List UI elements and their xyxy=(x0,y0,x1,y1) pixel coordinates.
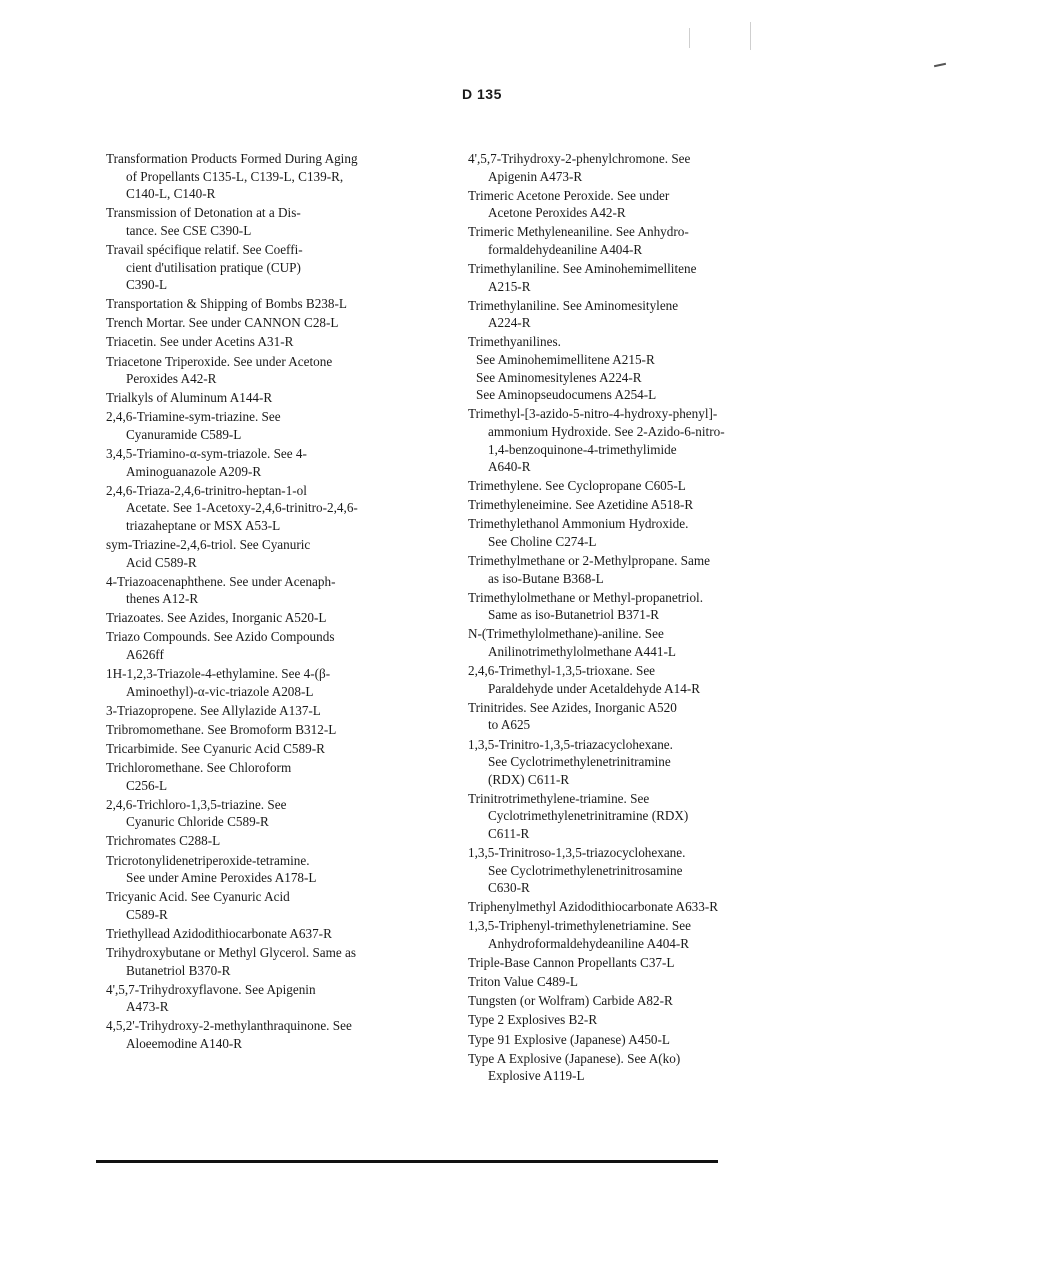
index-entry xyxy=(106,204,436,239)
entry-term: 4',5,7-Trihydroxy-2-phenylchromone. See xyxy=(468,151,691,166)
index-entry xyxy=(468,552,808,587)
entry-term: Triton Value C489-L xyxy=(468,974,578,990)
index-entry xyxy=(468,790,808,843)
entry-continuation: cient d'utilisation pratique (CUP) xyxy=(126,259,301,275)
index-entry xyxy=(106,759,436,794)
index-entry xyxy=(468,1050,808,1085)
index-entry xyxy=(106,702,436,720)
entry-continuation: C630-R xyxy=(488,880,530,896)
index-entry xyxy=(468,1031,808,1049)
index-entry xyxy=(468,973,808,991)
index-entry xyxy=(468,954,808,972)
entry-continuation: Aminoethyl)-α-vic-triazole A208-L xyxy=(126,683,314,699)
index-entry xyxy=(106,314,436,332)
entry-continuation: thenes A12-R xyxy=(126,591,199,607)
entry-cross-reference: See Aminohemimellitene A215-R xyxy=(476,352,655,368)
entry-cross-reference: See Aminopseudocumens A254-L xyxy=(476,387,657,403)
entry-continuation: C140-L, C140-R xyxy=(126,186,216,202)
index-entry xyxy=(468,187,808,222)
entry-term: sym-Triazine-2,4,6-triol. See Cyanuric xyxy=(106,536,311,552)
entry-term: Trichromates C288-L xyxy=(106,833,221,849)
entry-term: Triazoates. See Azides, Inorganic A520-L xyxy=(106,610,327,626)
entry-continuation: C589-R xyxy=(126,906,168,922)
entry-continuation: A215-R xyxy=(488,278,531,294)
index-entry xyxy=(106,721,436,739)
index-entry xyxy=(106,609,436,627)
index-entry xyxy=(106,852,436,887)
index-entry xyxy=(106,536,436,571)
entry-term: Tricarbimide. See Cyanuric Acid C589-R xyxy=(106,741,325,756)
entry-term: Trimeric Methyleneaniline. See Anhydro- xyxy=(468,224,689,240)
entry-continuation: (RDX) C611-R xyxy=(488,771,570,787)
bottom-rule xyxy=(96,1160,718,1163)
index-entry xyxy=(468,223,808,258)
index-entry xyxy=(468,898,808,916)
entry-term: Trihydroxybutane or Methyl Glycerol. Same as xyxy=(106,945,357,961)
entry-term: Tungsten (or Wolfram) Carbide A82-R xyxy=(468,993,673,1009)
entry-term: Trimethylaniline. See Aminohemimellitene xyxy=(468,261,697,277)
entry-term: Triphenylmethyl Azidodithiocarbonate A633-R xyxy=(468,899,719,915)
entry-cross-reference: See Aminomesitylenes A224-R xyxy=(476,369,642,385)
index-entry xyxy=(468,736,808,789)
entry-term: Travail spécifique relatif. See Coeffi- xyxy=(106,241,303,257)
entry-term: Triple-Base Cannon Propellants C37-L xyxy=(468,955,675,971)
index-entry xyxy=(468,1011,808,1029)
entry-term: Trimethylethanol Ammonium Hydroxide. xyxy=(468,516,689,532)
index-entry xyxy=(106,628,436,663)
entry-continuation: A640-R xyxy=(488,459,531,475)
entry-continuation: triazaheptane or MSX A53-L xyxy=(126,517,281,533)
scan-mark xyxy=(689,28,690,48)
entry-continuation: to A625 xyxy=(488,717,531,733)
entry-term: Transmission of Detonation at a Dis- xyxy=(106,205,301,221)
entry-term: Type 2 Explosives B2-R xyxy=(468,1012,598,1028)
entry-continuation: C390-L xyxy=(126,277,168,293)
entry-term: 2,4,6-Triamine-sym-triazine. See xyxy=(106,409,281,425)
entry-continuation: formaldehydeaniline A404-R xyxy=(488,241,643,257)
entry-continuation: C611-R xyxy=(488,825,530,841)
entry-term: Trichloromethane. See Chloroform xyxy=(106,760,292,776)
entry-term: 1,3,5-Triphenyl-trimethylenetriamine. See xyxy=(468,918,691,934)
index-entry xyxy=(468,699,808,734)
index-entry xyxy=(106,295,436,313)
index-entry xyxy=(106,482,436,535)
scan-mark xyxy=(750,22,751,50)
index-entry xyxy=(468,333,808,403)
entry-term: Triazo Compounds. See Azido Compounds xyxy=(106,629,335,645)
entry-term: Type A Explosive (Japanese). See A(ko) xyxy=(468,1050,681,1066)
entry-term: Trinitrides. See Azides, Inorganic A520 xyxy=(468,699,677,715)
index-entry xyxy=(468,844,808,897)
entry-term: 2,4,6-Trimethyl-1,3,5-trioxane. See xyxy=(468,663,656,679)
entry-continuation: Apigenin A473-R xyxy=(488,168,583,184)
entry-continuation: C256-L xyxy=(126,777,168,793)
entry-continuation: Same as iso-Butanetriol B371-R xyxy=(488,607,660,623)
index-entry xyxy=(468,477,808,495)
index-entry xyxy=(468,405,808,475)
index-entry xyxy=(106,665,436,700)
entry-term: Trialkyls of Aluminum A144-R xyxy=(106,390,273,406)
entry-continuation: 1,4-benzoquinone-4-trimethylimide xyxy=(488,441,677,457)
index-entry xyxy=(468,150,808,185)
index-column-left xyxy=(106,150,436,1054)
entry-term: Trimethyleneimine. See Azetidine A518-R xyxy=(468,497,694,513)
index-column-right xyxy=(468,150,808,1086)
index-entry xyxy=(468,260,808,295)
entry-continuation: as iso-Butane B368-L xyxy=(488,570,604,586)
entry-term: Trimethylmethane or 2-Methylpropane. Same xyxy=(468,553,710,569)
entry-term: 4,5,2'-Trihydroxy-2-methylanthraquinone. See xyxy=(106,1018,352,1034)
index-entry xyxy=(106,944,436,979)
entry-term: Trimethylaniline. See Aminomesitylene xyxy=(468,297,679,313)
entry-term: 1,3,5-Trinitro-1,3,5-triazacyclohexane. xyxy=(468,736,673,752)
entry-continuation: A626ff xyxy=(126,647,164,663)
index-entry xyxy=(468,496,808,514)
entry-term: 4',5,7-Trihydroxyflavone. See Apigenin xyxy=(106,981,316,997)
entry-continuation: See under Amine Peroxides A178-L xyxy=(126,870,317,886)
entry-term: Trimethyanilines. xyxy=(468,334,561,350)
entry-term: Type 91 Explosive (Japanese) A450-L xyxy=(468,1031,670,1047)
index-entry xyxy=(106,150,436,203)
entry-continuation: Aminoguanazole A209-R xyxy=(126,463,262,479)
entry-continuation: A224-R xyxy=(488,315,531,331)
entry-continuation: Explosive A119-L xyxy=(488,1068,585,1084)
index-entry xyxy=(106,241,436,294)
entry-continuation: Cyanuramide C589-L xyxy=(126,426,242,442)
index-entry xyxy=(106,925,436,943)
index-entry xyxy=(468,515,808,550)
entry-continuation: Anilinotrimethylolmethane A441-L xyxy=(488,644,676,660)
entry-term: Trinitrotrimethylene-triamine. See xyxy=(468,790,650,806)
entry-term: 3,4,5-Triamino-α-sym-triazole. See 4- xyxy=(106,446,307,461)
entry-continuation: tance. See CSE C390-L xyxy=(126,222,252,238)
index-entry xyxy=(468,297,808,332)
entry-continuation: See Cyclotrimethylenetrinitrosamine xyxy=(488,862,683,878)
entry-continuation: Aloeemodine A140-R xyxy=(126,1036,243,1051)
entry-term: N-(Trimethylolmethane)-aniline. See xyxy=(468,626,664,642)
index-entry xyxy=(106,888,436,923)
entry-continuation: See Choline C274-L xyxy=(488,533,597,549)
entry-term: 1H-1,2,3-Triazole-4-ethylamine. See 4-(β- xyxy=(106,666,331,682)
entry-term: Trimethylene. See Cyclopropane C605-L xyxy=(468,478,686,494)
index-entry xyxy=(106,333,436,351)
index-entry xyxy=(468,917,808,952)
index-entry xyxy=(468,625,808,660)
page-number: D 135 xyxy=(462,86,502,102)
entry-continuation: Acetate. See 1-Acetoxy-2,4,6-trinitro-2,4,6- xyxy=(126,500,358,516)
index-entry xyxy=(106,445,436,480)
entry-continuation: Acid C589-R xyxy=(126,554,197,570)
entry-continuation: Acetone Peroxides A42-R xyxy=(488,205,626,221)
index-entry xyxy=(106,981,436,1016)
entry-term: Triacetone Triperoxide. See under Acetone xyxy=(106,353,333,369)
index-entry xyxy=(106,1017,436,1052)
scan-mark xyxy=(934,63,946,67)
entry-term: Trench Mortar. See under CANNON C28-L xyxy=(106,315,339,331)
index-entry xyxy=(106,389,436,407)
entry-continuation: Butanetriol B370-R xyxy=(126,962,231,978)
entry-continuation: of Propellants C135-L, C139-L, C139-R, xyxy=(126,168,344,184)
index-entry xyxy=(468,992,808,1010)
entry-term: Trimeric Acetone Peroxide. See under xyxy=(468,187,670,203)
index-entry xyxy=(106,832,436,850)
entry-continuation: ammonium Hydroxide. See 2-Azido-6-nitro- xyxy=(488,423,725,439)
entry-term: 4-Triazoacenaphthene. See under Acenaph- xyxy=(106,573,336,589)
index-entry xyxy=(106,353,436,388)
index-entry xyxy=(468,662,808,697)
entry-term: Trimethylolmethane or Methyl-propanetriol. xyxy=(468,589,704,605)
entry-term: Tricyanic Acid. See Cyanuric Acid xyxy=(106,889,290,905)
entry-continuation: Anhydroformaldehydeaniline A404-R xyxy=(488,936,690,952)
entry-continuation: Peroxides A42-R xyxy=(126,371,217,387)
entry-term: 2,4,6-Trichloro-1,3,5-triazine. See xyxy=(106,796,287,812)
entry-term: 3-Triazopropene. See Allylazide A137-L xyxy=(106,702,321,718)
entry-term: Transportation & Shipping of Bombs B238-L xyxy=(106,296,347,312)
entry-term: 2,4,6-Triaza-2,4,6-trinitro-heptan-1-ol xyxy=(106,482,307,498)
entry-term: Tricrotonylidenetriperoxide-tetramine. xyxy=(106,852,310,868)
entry-continuation: Paraldehyde under Acetaldehyde A14-R xyxy=(488,680,701,696)
entry-continuation: Cyclotrimethylenetrinitramine (RDX) xyxy=(488,808,689,824)
entry-term: Triethyllead Azidodithiocarbonate A637-R xyxy=(106,925,332,941)
entry-term: 1,3,5-Trinitroso-1,3,5-triazocyclohexane. xyxy=(468,845,686,861)
entry-term: Transformation Products Formed During Aging xyxy=(106,151,358,166)
index-entry xyxy=(106,740,436,758)
entry-continuation: A473-R xyxy=(126,999,169,1015)
index-entry xyxy=(106,573,436,608)
entry-term: Tribromomethane. See Bromoform B312-L xyxy=(106,721,337,737)
entry-continuation: See Cyclotrimethylenetrinitramine xyxy=(488,754,671,770)
entry-term: Trimethyl-[3-azido-5-nitro-4-hydroxy-phenyl]- xyxy=(468,406,718,422)
index-entry xyxy=(468,589,808,624)
index-entry xyxy=(106,408,436,443)
index-entry xyxy=(106,796,436,831)
entry-continuation: Cyanuric Chloride C589-R xyxy=(126,814,269,830)
entry-term: Triacetin. See under Acetins A31-R xyxy=(106,334,294,350)
